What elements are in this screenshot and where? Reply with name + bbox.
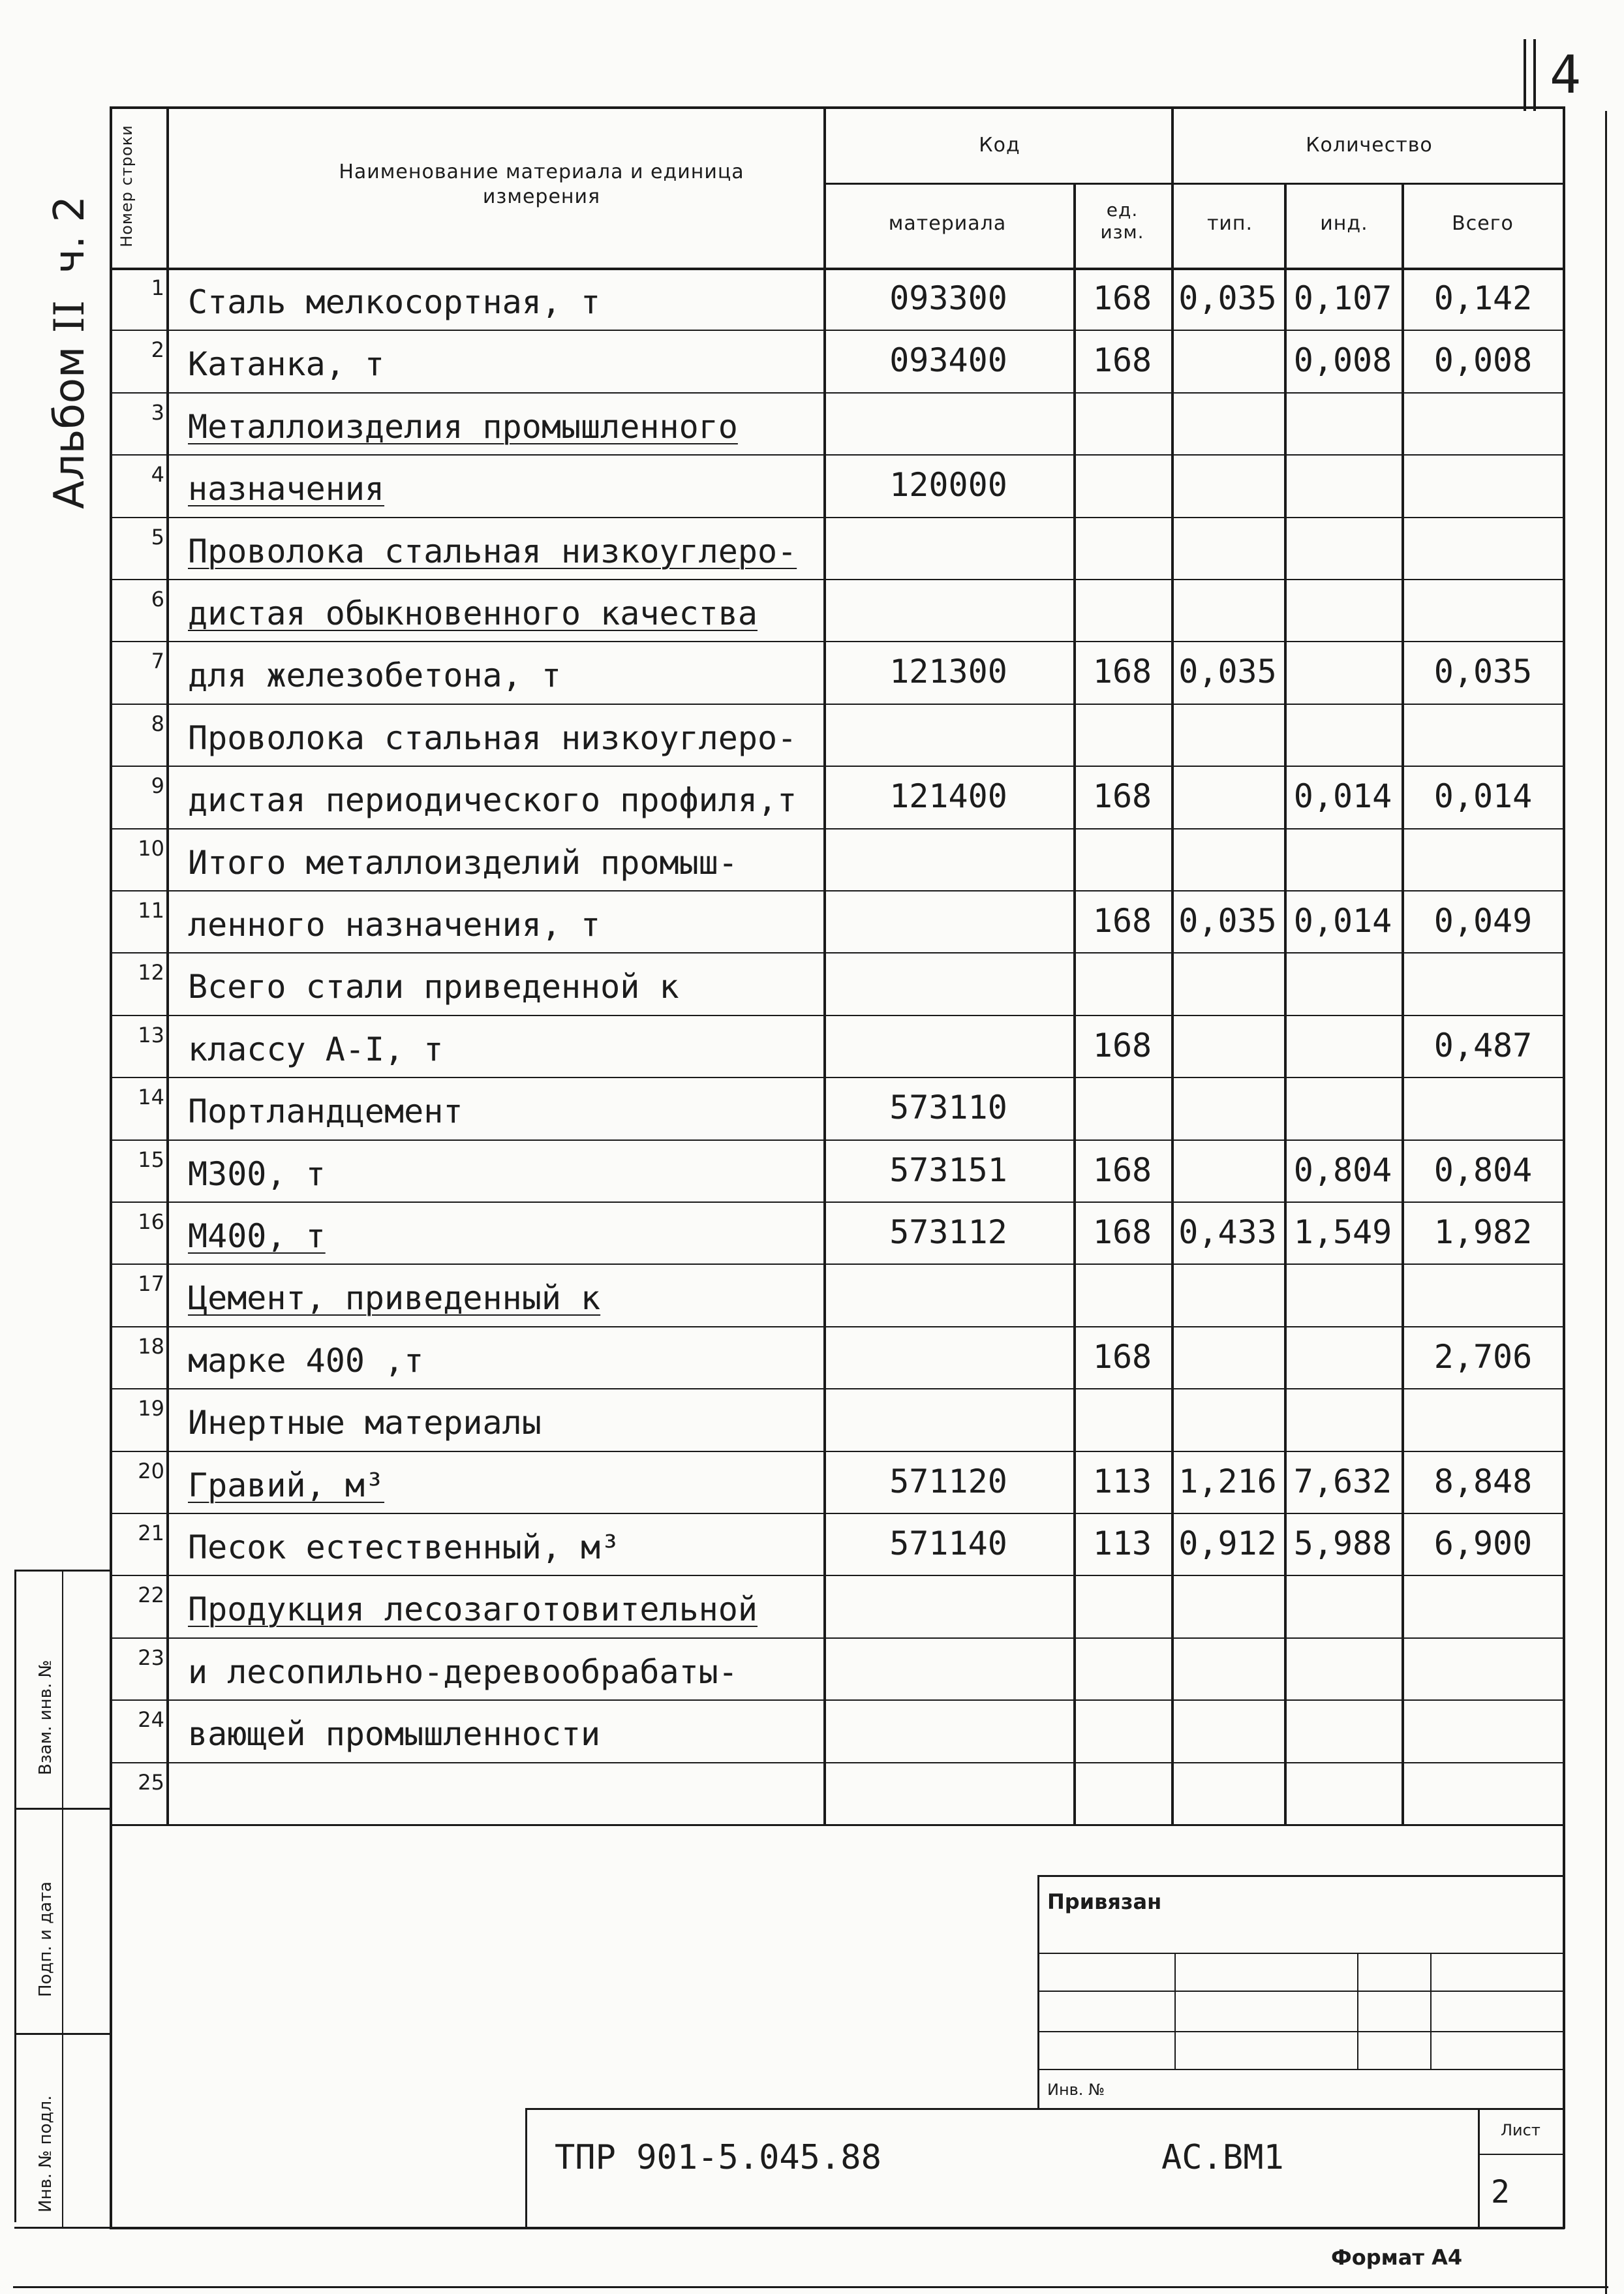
- row-number: 11: [138, 898, 164, 923]
- cell-unit: 168: [1092, 1213, 1152, 1251]
- material-name: дистая обыкновенного качества: [188, 595, 758, 632]
- header-kod: Код: [979, 134, 1020, 157]
- row-number: 23: [138, 1645, 164, 1670]
- side-col-sep1: [14, 1570, 112, 1572]
- cell-vsego: 0,049: [1433, 902, 1533, 940]
- header-row-no: Номер строки: [117, 125, 136, 247]
- album-label: Альбом II ч. 2: [46, 195, 94, 509]
- grid-line: [110, 704, 1565, 705]
- material-name: Катанка, т: [188, 345, 385, 384]
- material-name: Песок естественный, м³: [188, 1528, 620, 1566]
- cell-tip: 0,035: [1178, 279, 1277, 317]
- podp-data-label: Подп. и дата: [36, 1881, 55, 1997]
- grid-line: [110, 641, 1565, 642]
- cell-ind: 1,549: [1293, 1213, 1392, 1251]
- row-number: 3: [151, 399, 164, 425]
- cell-ind: 0,107: [1293, 279, 1392, 317]
- grid-line: [110, 330, 1565, 331]
- page-number: 4: [1550, 44, 1582, 105]
- row-number: 18: [138, 1333, 164, 1359]
- row-number: 24: [138, 1707, 164, 1733]
- stamp-inv-no: Инв. №: [1047, 2081, 1105, 2099]
- cell-code: 121300: [889, 653, 1007, 691]
- cell-code: 120000: [889, 466, 1007, 504]
- cell-unit: 168: [1092, 1026, 1152, 1064]
- cell-unit: 168: [1092, 341, 1152, 380]
- cell-unit: 168: [1092, 653, 1152, 691]
- header-vsego: Всего: [1452, 212, 1514, 235]
- material-name: М400, т: [188, 1217, 326, 1255]
- cell-ind: 5,988: [1293, 1525, 1392, 1562]
- grid-line: [110, 1263, 1565, 1265]
- grid-line: [823, 183, 1565, 185]
- cell-tip: 0,433: [1178, 1213, 1277, 1251]
- cell-code: 093400: [889, 341, 1007, 380]
- row-number: 22: [138, 1583, 164, 1608]
- stamp-list-label: Лист: [1501, 2121, 1540, 2139]
- row-number: 20: [138, 1458, 164, 1483]
- row-number: 13: [138, 1022, 164, 1047]
- stamp-doc-code: ТПР 901-5.045.88: [555, 2138, 881, 2177]
- row-number: 25: [138, 1769, 164, 1795]
- material-name: Проволока стальная низкоуглеро-: [188, 719, 797, 757]
- cell-code: 573151: [889, 1151, 1007, 1189]
- inv-podl-label: Инв. № подл.: [36, 2095, 55, 2212]
- cell-unit: 113: [1092, 1462, 1152, 1500]
- cell-code: 571120: [889, 1462, 1007, 1500]
- row-number: 7: [151, 649, 164, 674]
- cell-tip: 0,912: [1178, 1525, 1277, 1562]
- grid-line: [1284, 183, 1287, 1824]
- material-name: вающей промышленности: [188, 1715, 601, 1754]
- grid-line: [110, 1513, 1565, 1514]
- grid-line: [110, 828, 1565, 829]
- cell-unit: 168: [1092, 1151, 1152, 1189]
- header-ed-izm: ед. изм.: [1100, 199, 1144, 243]
- material-name: Портландцемент: [188, 1093, 463, 1131]
- row-number: 17: [138, 1271, 164, 1297]
- material-name: Всего стали приведенной к: [188, 968, 679, 1006]
- cell-ind: 0,014: [1293, 777, 1392, 816]
- cell-code: 121400: [889, 777, 1007, 816]
- cell-unit: 168: [1092, 777, 1152, 816]
- frame-bottom: [110, 2227, 1565, 2229]
- header-material: материала: [888, 212, 1007, 235]
- cell-unit: 168: [1092, 902, 1152, 940]
- cell-code: 093300: [889, 279, 1007, 317]
- cell-unit: 168: [1092, 1337, 1152, 1376]
- material-name: дистая периодического профиля,т: [188, 781, 797, 820]
- material-name: ленного назначения, т: [188, 906, 601, 944]
- material-name: Сталь мелкосортная, т: [188, 283, 601, 321]
- grid-line: [110, 1699, 1565, 1701]
- cell-tip: 1,216: [1178, 1462, 1277, 1500]
- header-ind: инд.: [1320, 212, 1368, 235]
- cell-vsego: 6,900: [1433, 1525, 1533, 1562]
- grid-line: [110, 766, 1565, 767]
- cell-vsego: 0,487: [1433, 1026, 1533, 1064]
- row-number: 5: [151, 524, 164, 550]
- row-number: 1: [151, 275, 164, 300]
- material-name: Инертные материалы: [188, 1404, 542, 1442]
- cell-code: 571140: [889, 1525, 1007, 1562]
- grid-line: [110, 1015, 1565, 1016]
- header-name: Наименование материала и единица измерения: [339, 161, 744, 208]
- material-name: для железобетона, т: [188, 657, 561, 695]
- grid-line: [1402, 183, 1404, 1824]
- material-name: назначения: [188, 470, 385, 508]
- cell-ind: 0,008: [1293, 341, 1392, 380]
- side-col-sep2: [14, 1808, 112, 1810]
- row-number: 10: [138, 835, 164, 861]
- grid-line: [110, 579, 1565, 580]
- row-number: 15: [138, 1147, 164, 1172]
- cell-unit: 168: [1092, 279, 1152, 317]
- row-number: 16: [138, 1209, 164, 1234]
- material-name: и лесопильно-деревообрабаты-: [188, 1652, 738, 1691]
- material-name: Гравий, м³: [188, 1466, 385, 1504]
- material-name: Итого металлоизделий промыш-: [188, 843, 738, 882]
- material-name: Проволока стальная низкоуглеро-: [188, 532, 797, 570]
- row-number: 19: [138, 1396, 164, 1421]
- cell-unit: 113: [1092, 1525, 1152, 1562]
- grid-line: [1073, 183, 1076, 1824]
- row-number: 9: [151, 773, 164, 799]
- row-number: 12: [138, 960, 164, 985]
- material-name: М300, т: [188, 1155, 326, 1193]
- cell-vsego: 2,706: [1433, 1337, 1533, 1376]
- grid-line: [110, 517, 1565, 518]
- row-number: 2: [151, 337, 164, 363]
- cell-vsego: 0,142: [1433, 279, 1533, 317]
- grid-line: [110, 454, 1565, 456]
- row-number: 6: [151, 587, 164, 612]
- side-col-inner: [62, 1570, 63, 2229]
- grid-line: [110, 1077, 1565, 1078]
- material-name: Цемент, приведенный к: [188, 1279, 601, 1318]
- material-name: марке 400 ,т: [188, 1341, 424, 1380]
- cell-code: 573112: [889, 1213, 1007, 1251]
- row-number: 14: [138, 1085, 164, 1110]
- cell-ind: 0,804: [1293, 1151, 1392, 1189]
- side-col-bottom: [14, 2227, 112, 2229]
- outer-border-bottom: [13, 2286, 1608, 2288]
- stamp-privyazan: Привязан: [1047, 1889, 1162, 1914]
- grid-line: [110, 268, 1565, 270]
- grid-line: [110, 1201, 1565, 1203]
- stamp-list-value: 2: [1491, 2174, 1510, 2210]
- stamp-sheet-code: АС.ВМ1: [1161, 2138, 1284, 2177]
- material-name: Металлоизделия промышленного: [188, 407, 738, 446]
- material-name: классу А-I, т: [188, 1030, 444, 1068]
- cell-vsego: 0,804: [1433, 1151, 1533, 1189]
- side-col-sep3: [14, 2033, 112, 2035]
- row-number: 4: [151, 462, 164, 488]
- grid-line: [110, 1139, 1565, 1141]
- grid-line: [110, 392, 1565, 394]
- frame-top: [110, 106, 1565, 109]
- grid-line: [166, 106, 169, 1824]
- cell-tip: 0,035: [1178, 653, 1277, 691]
- header-kolichestvo: Количество: [1306, 134, 1433, 157]
- cell-vsego: 0,008: [1433, 341, 1533, 380]
- material-name: Продукция лесозаготовительной: [188, 1590, 758, 1629]
- cell-vsego: 1,982: [1433, 1213, 1533, 1251]
- grid-line: [110, 1575, 1565, 1576]
- header-tip: тип.: [1206, 212, 1253, 235]
- cell-tip: 0,035: [1178, 902, 1277, 940]
- row-number: 21: [138, 1521, 164, 1545]
- grid-line: [110, 890, 1565, 891]
- grid-line: [110, 952, 1565, 953]
- vzam-inv-label: Взам. инв. №: [36, 1660, 55, 1775]
- cell-vsego: 0,035: [1433, 653, 1533, 691]
- grid-line: [110, 1326, 1565, 1327]
- row-number: 8: [151, 711, 164, 736]
- grid-line: [1171, 106, 1174, 1824]
- grid-line: [110, 1451, 1565, 1452]
- stamp-divider: [110, 1824, 1565, 1826]
- grid-line: [110, 1388, 1565, 1389]
- cell-ind: 0,014: [1293, 902, 1392, 940]
- format-label: Формат А4: [1331, 2245, 1463, 2270]
- cell-vsego: 8,848: [1433, 1462, 1533, 1500]
- cell-ind: 7,632: [1293, 1462, 1392, 1500]
- cell-code: 573110: [889, 1089, 1007, 1127]
- outer-border-left: [14, 1570, 16, 2222]
- grid-line: [110, 1637, 1565, 1639]
- outer-border-right: [1605, 111, 1607, 2294]
- cell-vsego: 0,014: [1433, 777, 1533, 816]
- grid-line: [110, 1762, 1565, 1763]
